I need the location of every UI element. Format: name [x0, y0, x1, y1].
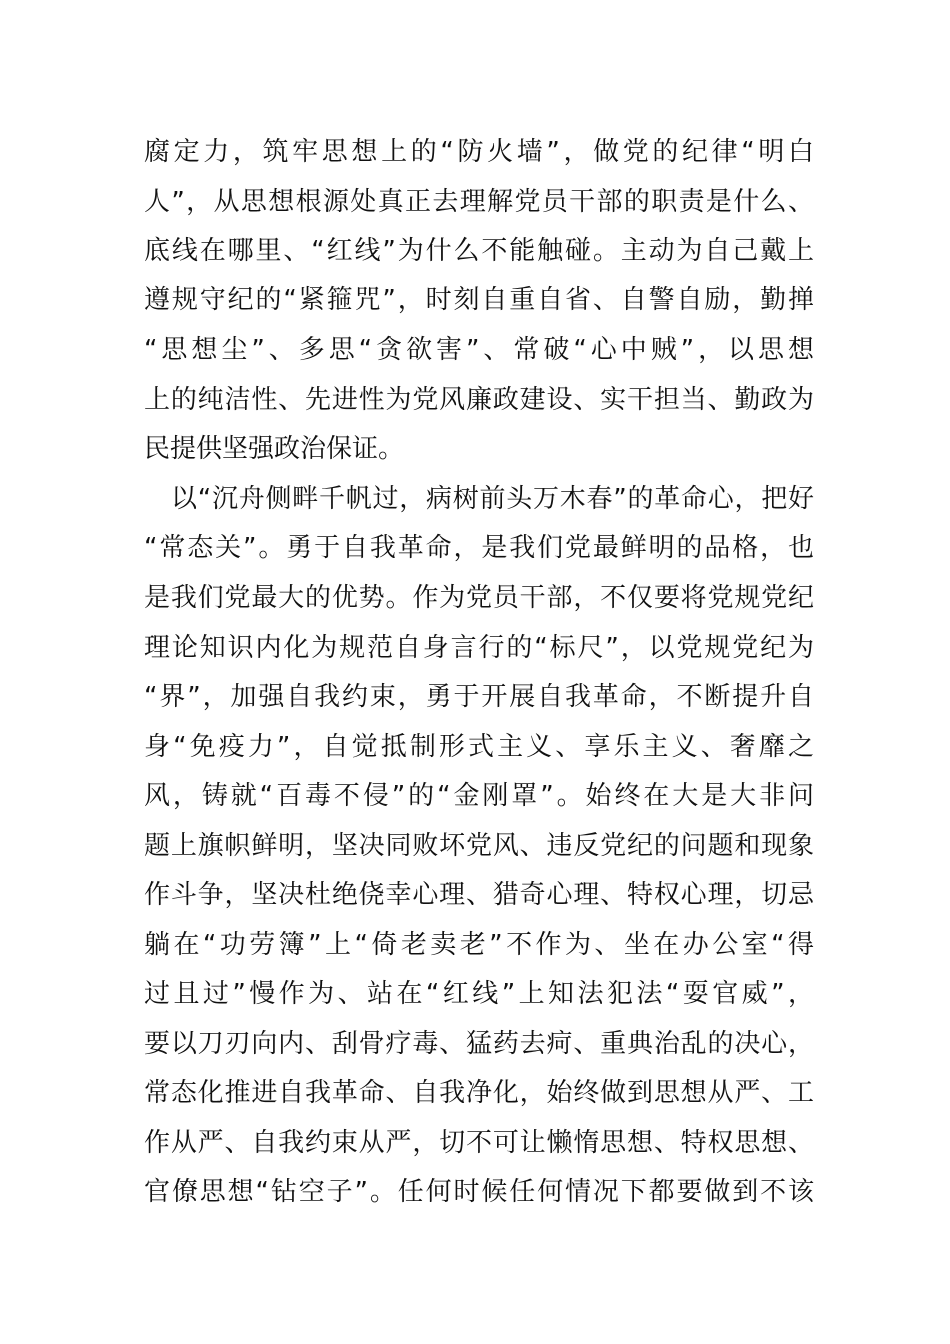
text-line: 上的纯洁性、先进性为党风廉政建设、实干担当、勤政为	[144, 385, 814, 415]
text-line: 躺在“功劳簿”上“倚老卖老”不作为、坐在办公室“得	[144, 930, 814, 960]
text-line: 题上旗帜鲜明，坚决同败坏党风、违反党纪的问题和现象	[144, 831, 814, 861]
text-line: 作从严、自我约束从严，切不可让懒惰思想、特权思想、	[144, 1128, 814, 1158]
text-line: 过且过”慢作为、站在“红线”上知法犯法“耍官威”，	[144, 979, 814, 1009]
text-line: 腐定力，筑牢思想上的“防火墙”，做党的纪律“明白	[144, 137, 814, 167]
text-line: 作斗争，坚决杜绝侥幸心理、猎奇心理、特权心理，切忌	[144, 880, 814, 910]
text-line: 底线在哪里、“红线”为什么不能触碰。主动为自己戴上	[144, 236, 814, 266]
text-line: 是我们党最大的优势。作为党员干部，不仅要将党规党纪	[144, 583, 814, 613]
paragraph-end-line: 民提供坚强政治保证。	[144, 434, 405, 464]
text-line: 官僚思想“钻空子”。任何时候任何情况下都要做到不该	[144, 1177, 814, 1207]
text-line: 理论知识内化为规范自身言行的“标尺”，以党规党纪为	[144, 633, 814, 663]
text-line: 身“免疫力”，自觉抵制形式主义、享乐主义、奢靡之	[144, 732, 814, 762]
text-line: “界”，加强自我约束，勇于开展自我革命，不断提升自	[144, 682, 814, 712]
text-line: “常态关”。勇于自我革命，是我们党最鲜明的品格，也	[144, 533, 814, 563]
text-line: 遵规守纪的“紧箍咒”，时刻自重自省、自警自励，勤掸	[144, 285, 814, 315]
paragraph-start-line: 以“沉舟侧畔千帆过，病树前头万木春”的革命心，把好	[171, 484, 814, 514]
text-line: “思想尘”、多思“贪欲害”、常破“心中贼”，以思想	[144, 335, 814, 365]
text-line: 人”，从思想根源处真正去理解党员干部的职责是什么、	[144, 187, 814, 217]
text-line: 风，铸就“百毒不侵”的“金刚罩”。始终在大是大非问	[144, 781, 814, 811]
text-line: 常态化推进自我革命、自我净化，始终做到思想从严、工	[144, 1078, 814, 1108]
text-line: 要以刀刃向内、刮骨疗毒、猛药去疴、重典治乱的决心，	[144, 1029, 814, 1059]
